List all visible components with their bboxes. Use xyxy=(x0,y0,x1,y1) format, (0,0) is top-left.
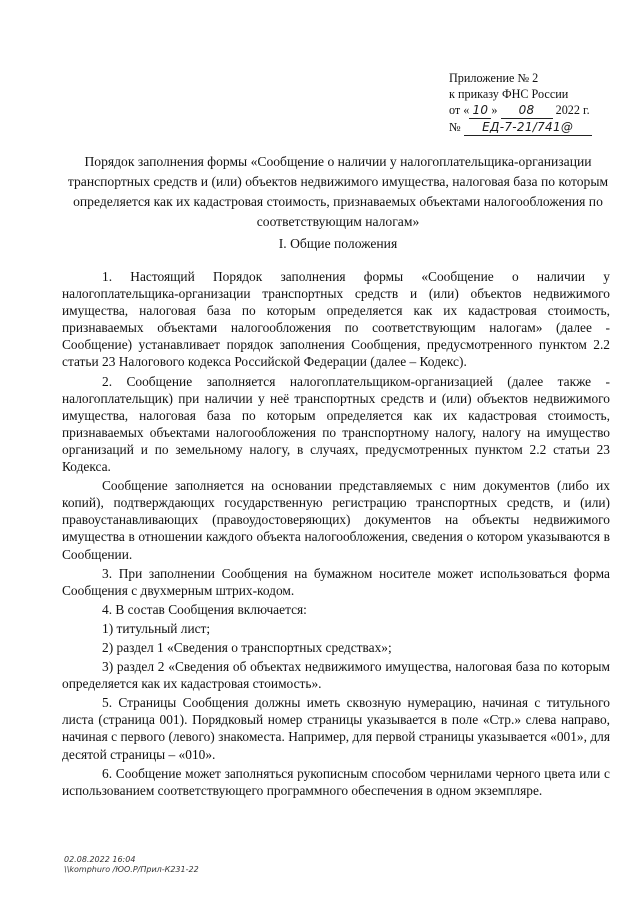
date-year: 2022 г. xyxy=(555,103,590,117)
paragraph: Сообщение заполняется на основании представляемых с ним документов (либо их копий), подтверждающих государственную регистрацию транспортных средств, и (или) правоустанавливающих (правоудостоверяющих) документов на объекты недвижимого имущества в отношении каждого объекта налогообложения, сведения о котором указываются в Сообщении. xyxy=(62,478,610,562)
appendix-label: Приложение № 2 xyxy=(449,71,539,85)
paragraph: 6. Сообщение может заполняться рукописным способом чернилами черного цвета или с использованием соответствующего программного обеспечения в одном экземпляре. xyxy=(62,765,610,798)
paragraph: 2. Сообщение заполняется налогоплательщиком-организацией (далее также - налогоплательщик) при наличии у неё транспортных средств и (или) объектов недвижимого имущества, налоговая база по которым определяется как их кадастровая стоимость, признаваемых объектами налогообложения по транспортному налогу, налогу на имущество организаций и по земельному налогу, в случаях, предусмотренных пунктом 2.2 статьи 23 Кодекса. xyxy=(62,373,610,475)
date-prefix: от « xyxy=(449,103,470,117)
section-heading: I. Общие положения xyxy=(278,236,398,251)
list-item: 2) раздел 1 «Сведения о транспортных средствах»; xyxy=(102,639,392,655)
order-date xyxy=(449,102,592,119)
order-reference: к приказу ФНС России xyxy=(449,87,569,101)
paragraph: 5. Страницы Сообщения должны иметь сквозную нумерацию, начиная с титульного листа (страница 001). Порядковый номер страницы указывается в поле «Стр.» слева направо, начиная с первого (левого) знакоместа. Например, для первой страницы указывается «001», для десятой страницы – «010». xyxy=(62,695,610,762)
date-mid: » xyxy=(491,103,498,117)
date-month-handwritten: 08 xyxy=(501,102,553,119)
file-footer xyxy=(64,855,199,875)
order-number xyxy=(449,119,592,136)
paragraph: 4. В состав Сообщения включается: xyxy=(102,601,307,617)
order-number-handwritten: ЕД-7-21/741@ xyxy=(464,119,592,136)
document-body xyxy=(62,268,610,801)
approval-stamp-block xyxy=(449,70,592,136)
paragraph: 1. Настоящий Порядок заполнения формы «Сообщение о наличии у налогоплательщика-организации транспортных средств и (или) объектов недвижимого имущества, налоговая база по которым определяется как их кадастровая стоимость, признаваемых объектами налогообложения по соответствующим налогам» (далее - Сообщение) устанавливает порядок заполнения Сообщения, предусмотренного пунктом 2.2 статьи 23 Налогового кодекса Российской Федерации (далее – Кодекс). xyxy=(62,269,610,370)
list-item: 1) титульный лист; xyxy=(102,620,211,636)
list-item: 3) раздел 2 «Сведения об объектах недвижимого имущества, налоговая база по которым определяется как их кадастровая стоимость». xyxy=(62,659,610,692)
footer-filepath: \\komphuro /ЮО.Р/Прил-К231-22 xyxy=(64,865,199,874)
footer-timestamp: 02.08.2022 16:04 xyxy=(64,855,136,864)
document-title: Порядок заполнения формы «Сообщение о наличии у налогоплательщика-организации транспортных средств и (или) объектов недвижимого имущества, налоговая база по которым определяется как их кадастровая стоимость, признаваемых объектами налогообложения по соответствующим налогам» xyxy=(67,154,609,229)
paragraph: 3. При заполнении Сообщения на бумажном носителе может использоваться форма Сообщения с двухмерным штрих-кодом. xyxy=(62,565,610,598)
date-day-handwritten: 10 xyxy=(469,102,491,119)
number-prefix: № xyxy=(449,120,461,134)
